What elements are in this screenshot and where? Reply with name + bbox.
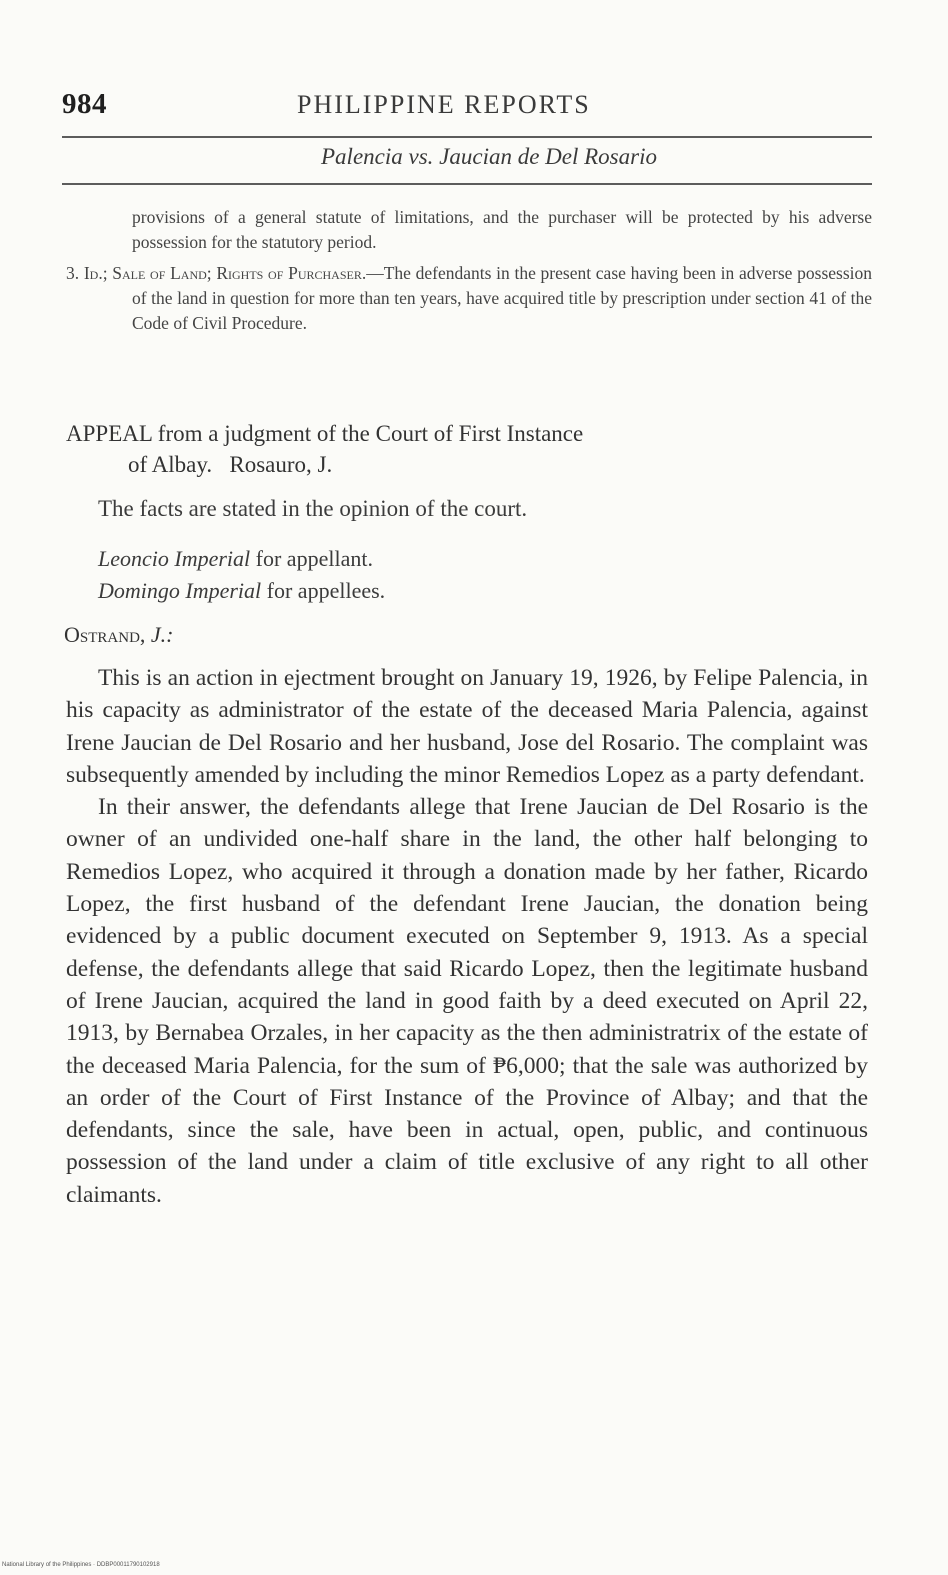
- appeal-province: of Albay.: [128, 452, 213, 477]
- appeal-statement: [66, 418, 872, 480]
- opinion-paragraph: In their answer, the defendants allege that Irene Jaucian de Del Rosario is the owner of an undivided one-half share in the land, the other half belonging to Remedios Lopez, who acquired it through a donation made by her father, Ricardo Lopez, the first husband of the defendant Irene Jaucian, the donation being evidenced by a public document executed on September 9, 1913. As a special defense, the defendants allege that said Ricardo Lopez, then the legitimate husband of Irene Jaucian, acquired the land in good faith by a deed executed on April 22, 1913, by Bernabea Orzales, in her capacity as the then administratrix of the estate of the deceased Maria Palencia, for the sum of ₱6,000; that the sale was authorized by an order of the Court of First Instance of the Province of Albay; and that the defendants, since the sale, have been in actual, open, public, and continuous possession of the land under a claim of title exclusive of any right to all other claimants.: [66, 794, 868, 1208]
- counsel-appellant: [98, 543, 868, 575]
- syllabus: [66, 205, 872, 336]
- counsel-role: for appellant.: [250, 546, 373, 571]
- appeal-line-1: APPEAL from a judgment of the Court of First Instance: [66, 421, 584, 446]
- ponente-name: Ostrand,: [64, 622, 146, 647]
- counsel-name: Leoncio Imperial: [98, 546, 251, 571]
- publication-title: PHILIPPINE REPORTS: [297, 90, 591, 119]
- syllabus-item-heading: Id.; Sale of Land; Rights of Purchaser.: [83, 263, 367, 283]
- ponente-suffix: J.:: [145, 622, 174, 647]
- ponente: [64, 622, 174, 648]
- counsel-appellees: [98, 575, 868, 607]
- appeal-line-2: [66, 449, 872, 480]
- header-rule-top: [62, 136, 872, 138]
- syllabus-item-number: 3.: [66, 263, 84, 283]
- case-caption: Palencia vs. Jaucian de Del Rosario: [321, 144, 657, 169]
- opinion-body: [66, 662, 868, 1211]
- appeal-judge: Rosauro, J.: [229, 452, 333, 477]
- page-number: 984: [62, 88, 107, 120]
- facts-statement: The facts are stated in the opinion of the court.: [98, 496, 528, 521]
- counsel-role: for appellees.: [261, 578, 386, 603]
- opinion-paragraph: This is an action in ejectment brought on January 19, 1926, by Felipe Palencia, in his capacity as administrator of the estate of the deceased Maria Palencia, against Irene Jaucian de Del Rosario and her husband, Jose del Rosario. The complaint was subsequently amended by including the minor Remedios Lopez as a party defendant.: [66, 665, 868, 788]
- running-head: [62, 88, 872, 128]
- syllabus-item-text: —The defendants in the present case having been in adverse possession of the land in question for more than ten years, have acquired title by prescription under section 41 of the Code of Civil Procedure.: [132, 263, 873, 333]
- counsel-name: Domingo Imperial: [98, 578, 262, 603]
- syllabus-continuation: provisions of a general statute of limitations, and the purchaser will be protected by his adverse possession for the statutory period.: [132, 207, 872, 252]
- counsel-list: [98, 543, 868, 607]
- header-rule-bottom: [62, 183, 872, 185]
- scan-credit: National Library of the Philippines · DDBP00011790102918: [2, 1562, 160, 1568]
- syllabus-item-3: [66, 261, 872, 336]
